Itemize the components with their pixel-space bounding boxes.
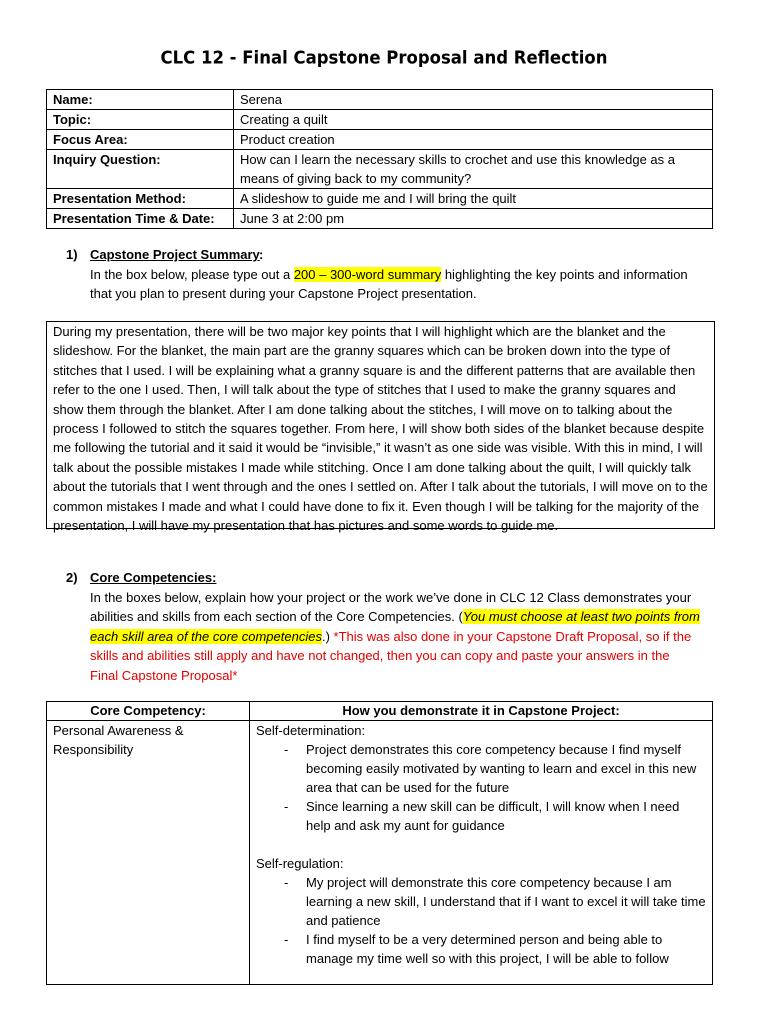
summary-box: During my presentation, there will be two major key points that I will highlight which are the blanket and the slideshow. For the blanket, the main part are the granny squares which can be broken down into the type of stitches that I used. I will be explaining what a granny square is and the different patterns that are available then refer to the one I used. Then, I will talk about the type of stitches that I used to make the granny squares and show them through the blanket. After I am done talking about the stitches, I will move on to talking about the process I followed to stitch the squares together. From here, I will show both sides of the blanket because despite me following the tutorial and it said it would be “invisible,” it wasn’t as one side was visible. With this in mind, I will talk about the possible mistakes I made while stitching. Once I am done talking about the quilt, I will quickly talk about the tutorials that I went through and the ones I settled on. After I talk about the tutorials, I will move on to the common mistakes I made and what I could have done to fix it. Even though I will be talking for the majority of the presentation, I will have my presentation that has pictures and some words to guide me. <box>46 321 715 529</box>
section-number: 1) <box>66 247 78 262</box>
info-row-presentation-method <box>47 189 713 209</box>
list-item: - My project will demonstrate this core competency because I am learning a new skill, I understand that if I want to excel it will take time and patience <box>284 873 706 930</box>
section-number: 2) <box>66 570 78 585</box>
info-row-presentation-time <box>47 209 713 229</box>
red-note: *This was also done in your Capstone Draft Proposal, so if the skills and abilities still apply and have not changed, then you can copy and paste your answers in the Final Capstone Proposal* <box>90 628 692 683</box>
table-row <box>47 721 713 985</box>
instruction-text: .) <box>321 628 334 644</box>
info-row-topic <box>47 110 713 130</box>
column-header: Core Competency: <box>47 702 250 721</box>
info-label: Inquiry Question: <box>47 150 234 189</box>
bullet-list <box>256 740 706 835</box>
list-item: - Since learning a new skill can be difficult, I will know when I need help and ask my aunt for guidance <box>284 797 706 835</box>
info-label: Presentation Method: <box>47 189 234 209</box>
info-label: Name: <box>47 90 234 110</box>
instruction-text: In the box below, please type out a <box>90 266 294 282</box>
info-value: Product creation <box>234 130 713 150</box>
subskill-label: Self-regulation: <box>256 856 344 871</box>
core-competency-table <box>46 701 713 985</box>
student-info-table <box>46 89 713 229</box>
info-value: How can I learn the necessary skills to crochet and use this knowledge as a means of giving back to my community? <box>234 150 713 189</box>
section-heading <box>90 245 260 265</box>
info-row-focus-area <box>47 130 713 150</box>
table-header-row <box>47 702 713 721</box>
instruction-text: In the boxes below, explain how your project or the work we’ve done in CLC 12 Class demonstrates your abilities and skills from each section of the Core Competencies. ( <box>90 589 692 624</box>
section-instructions <box>90 588 700 686</box>
section-instructions <box>90 265 700 304</box>
competency-label: Personal Awareness & Responsibility <box>47 721 250 985</box>
highlighted-requirement: You must choose at least two points from each skill area of the core competencies <box>90 609 700 644</box>
bullet-list <box>256 873 706 968</box>
section-heading: Core Competencies: <box>90 570 217 585</box>
info-label: Focus Area: <box>47 130 234 150</box>
competency-description <box>250 721 713 985</box>
info-row-inquiry-question <box>47 150 713 189</box>
info-value: June 3 at 2:00 pm <box>234 209 713 229</box>
spacer <box>256 835 706 854</box>
list-item: - I find myself to be a very determined person and being able to manage my time well so with this project, I will be able to follow <box>284 930 706 968</box>
column-header: How you demonstrate it in Capstone Project: <box>250 702 713 721</box>
info-value: A slideshow to guide me and I will bring the quilt <box>234 189 713 209</box>
info-label: Topic: <box>47 110 234 130</box>
highlighted-word-count: 200 – 300-word summary <box>293 266 442 282</box>
info-row-name <box>47 90 713 110</box>
heading-colon: : <box>259 247 264 262</box>
document-title: CLC 12 - Final Capstone Proposal and Reflection <box>160 47 608 68</box>
section-heading-text: Capstone Project Summary <box>90 247 260 262</box>
instruction-text: highlighting the key points and information that you plan to present during your Capstone Project presentation. <box>90 266 688 301</box>
info-label: Presentation Time & Date: <box>47 209 234 229</box>
list-item: - Project demonstrates this core competency because I find myself becoming easily motivated by wanting to learn and excel in this new area that can be used for the future <box>284 740 706 797</box>
info-value: Creating a quilt <box>234 110 713 130</box>
info-value: Serena <box>234 90 713 110</box>
subskill-label: Self-determination: <box>256 723 366 738</box>
